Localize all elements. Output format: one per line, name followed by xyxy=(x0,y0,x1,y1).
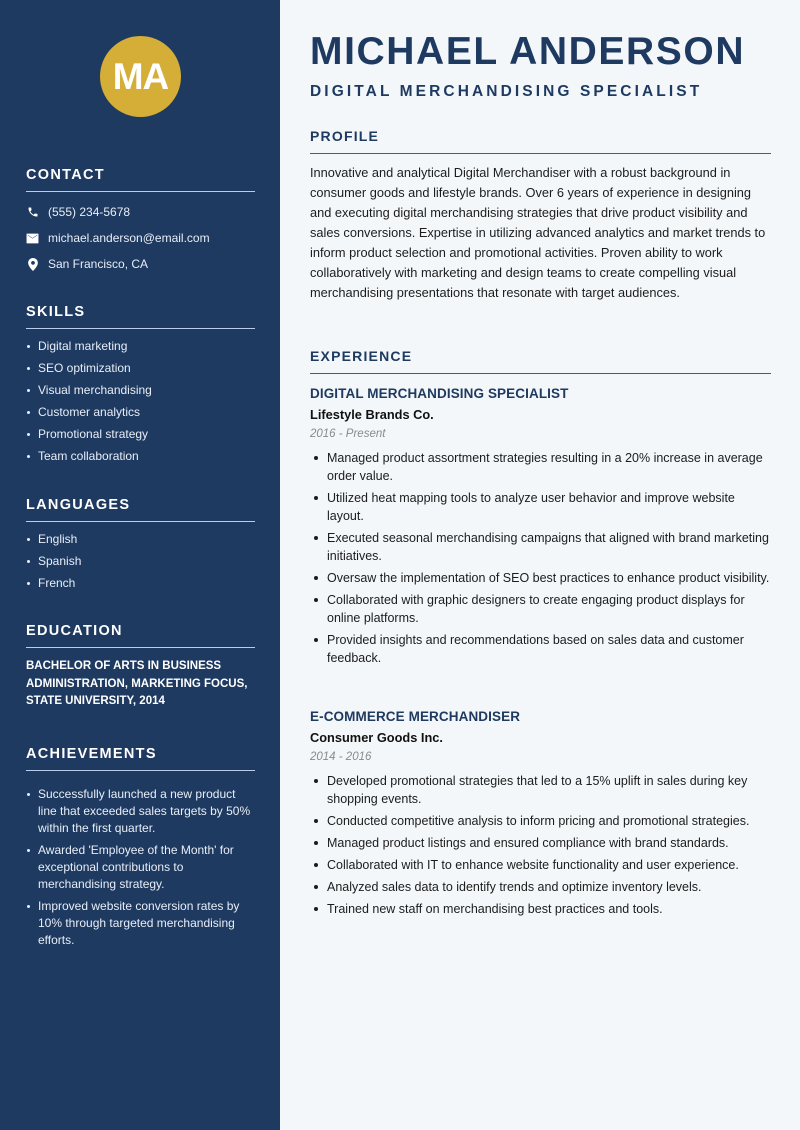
skill-item: SEO optimization xyxy=(26,360,255,377)
language-item: French xyxy=(26,575,255,592)
achievements-list xyxy=(26,786,255,949)
job-title: E-COMMERCE MERCHANDISER xyxy=(310,709,521,724)
education-heading: EDUCATION xyxy=(26,623,255,648)
education-degree: BACHELOR OF ARTS IN BUSINESS ADMINISTRATION, MARKETING FOCUS, STATE UNIVERSITY, 2014 xyxy=(26,660,248,707)
job-company: Lifestyle Brands Co. xyxy=(310,407,434,422)
contact-phone xyxy=(26,199,255,225)
job-bullet: Developed promotional strategies that led to a 15% uplift in sales during key shopping events. xyxy=(310,772,771,808)
phone-text: (555) 234-5678 xyxy=(48,205,131,219)
achievement-item: Improved website conversion rates by 10% through targeted merchandising efforts. xyxy=(26,898,255,949)
skill-item: Promotional strategy xyxy=(26,426,255,443)
contact-email xyxy=(26,225,255,251)
achievement-item: Successfully launched a new product line that exceeded sales targets by 50% within the first quarter. xyxy=(26,786,255,837)
skill-item: Visual merchandising xyxy=(26,382,255,399)
languages-list xyxy=(26,531,255,592)
skills-list xyxy=(26,338,255,465)
job-entry xyxy=(310,386,771,671)
job-bullet: Analyzed sales data to identify trends and optimize inventory levels. xyxy=(310,878,771,896)
achievement-item: Awarded 'Employee of the Month' for exceptional contributions to merchandising strategy. xyxy=(26,842,255,893)
job-bullet: Trained new staff on merchandising best practices and tools. xyxy=(310,900,771,918)
job-company: Consumer Goods Inc. xyxy=(310,730,443,745)
job-bullet: Oversaw the implementation of SEO best practices to enhance product visibility. xyxy=(310,569,771,587)
experience-heading: EXPERIENCE xyxy=(310,348,771,374)
candidate-name: MICHAEL ANDERSON xyxy=(310,30,746,73)
skills-section xyxy=(26,304,255,470)
education-section xyxy=(26,623,255,711)
profile-summary: Innovative and analytical Digital Merchandiser with a robust background in consumer goods and lifestyle brands. Over 6 years of experience in designing and executing digital merchandising strategies that drive product visibility and sales conversions. Expertise in utilizing advanced analytics and market trends to inform product selection and promotional activities. Proven ability to work collaboratively with marketing and design teams to create compelling visual merchandising presentations that resonate with target audiences. xyxy=(310,165,766,300)
job-dates: 2016 - Present xyxy=(310,428,386,440)
job-bullet: Collaborated with graphic designers to create engaging product displays for online platforms. xyxy=(310,591,771,627)
avatar xyxy=(100,36,181,117)
languages-section xyxy=(26,497,255,597)
sidebar xyxy=(0,0,280,1130)
job-bullet: Conducted competitive analysis to inform pricing and promotional strategies. xyxy=(310,812,771,830)
job-bullet: Collaborated with IT to enhance website functionality and user experience. xyxy=(310,856,771,874)
avatar-initials: MA xyxy=(112,55,169,97)
job-title: DIGITAL MERCHANDISING SPECIALIST xyxy=(310,386,569,401)
language-item: English xyxy=(26,531,255,548)
language-item: Spanish xyxy=(26,553,255,570)
job-bullet: Managed product listings and ensured compliance with brand standards. xyxy=(310,834,771,852)
location-text: San Francisco, CA xyxy=(48,257,149,271)
skill-item: Digital marketing xyxy=(26,338,255,355)
languages-heading: LANGUAGES xyxy=(26,497,255,522)
achievements-section xyxy=(26,746,255,954)
job-bullet: Managed product assortment strategies resulting in a 20% increase in average order value. xyxy=(310,449,771,485)
skills-heading: SKILLS xyxy=(26,304,255,329)
contact-heading: CONTACT xyxy=(26,167,255,192)
profile-heading: PROFILE xyxy=(310,128,771,154)
job-bullet: Provided insights and recommendations based on sales data and customer feedback. xyxy=(310,631,771,667)
job-bullets xyxy=(310,772,771,918)
contact-section xyxy=(26,167,255,277)
job-bullets xyxy=(310,449,771,667)
achievements-heading: ACHIEVEMENTS xyxy=(26,746,255,771)
job-bullet: Executed seasonal merchandising campaigns that aligned with brand marketing initiatives. xyxy=(310,529,771,565)
email-icon xyxy=(26,232,39,245)
skill-item: Customer analytics xyxy=(26,404,255,421)
job-bullet: Utilized heat mapping tools to analyze user behavior and improve website layout. xyxy=(310,489,771,525)
skill-item: Team collaboration xyxy=(26,448,255,465)
candidate-title: DIGITAL MERCHANDISING SPECIALIST xyxy=(310,83,703,100)
job-entry xyxy=(310,709,771,922)
phone-icon xyxy=(26,206,39,219)
location-pin-icon xyxy=(26,258,39,271)
contact-location xyxy=(26,251,255,277)
job-dates: 2014 - 2016 xyxy=(310,751,372,763)
email-text[interactable]: michael.anderson@email.com xyxy=(48,231,210,245)
